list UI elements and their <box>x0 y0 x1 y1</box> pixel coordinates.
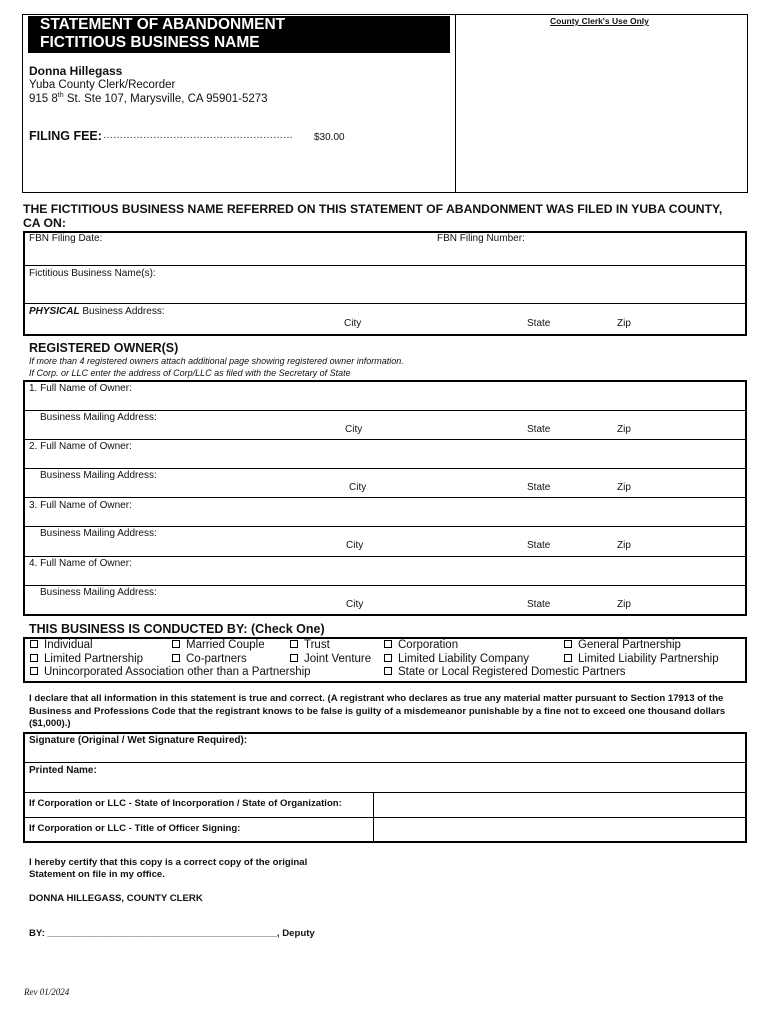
checkbox-co-partners[interactable]: Co-partners <box>172 653 247 665</box>
state-label: State <box>527 599 551 610</box>
checkbox-llc[interactable]: Limited Liability Company <box>384 653 529 665</box>
checkbox-domestic-partners[interactable]: State or Local Registered Domestic Partners <box>384 666 626 678</box>
checkbox-trust[interactable]: Trust <box>290 639 330 651</box>
clerk-name: Donna Hillegass <box>29 64 123 78</box>
filing-heading: THE FICTITIOUS BUSINESS NAME REFERRED ON THIS STATEMENT OF ABANDONMENT WAS FILED IN YUBA COUNTY, CA ON: <box>23 202 723 230</box>
deputy-signature-line[interactable]: BY: ___________________________________________, Deputy <box>29 928 315 939</box>
conducted-heading: THIS BUSINESS IS CONDUCTED BY: (Check One) <box>29 622 325 636</box>
zip-label: Zip <box>617 540 631 551</box>
business-names-field[interactable]: Fictitious Business Name(s): <box>29 268 156 279</box>
owner-3-mailing-field[interactable]: Business Mailing Address: <box>40 528 157 539</box>
owner-divider <box>23 497 747 498</box>
zip-label: Zip <box>617 599 631 610</box>
filing-fee-dots: ………………………………………………… <box>103 130 293 141</box>
header-divider <box>455 14 456 193</box>
owner-2-mailing-field[interactable]: Business Mailing Address: <box>40 470 157 481</box>
owners-note-1: If more than 4 registered owners attach additional page showing registered owner information. <box>29 356 404 366</box>
signature-divider <box>23 792 747 793</box>
signature-column-divider <box>373 792 374 843</box>
filing-row-divider <box>23 265 747 266</box>
owner-divider <box>23 439 747 440</box>
state-label: State <box>527 318 551 329</box>
certify-line-1: I hereby certify that this copy is a correct copy of the original <box>29 857 308 868</box>
city-label: City <box>344 318 362 329</box>
fbn-number-field[interactable]: FBN Filing Number: <box>437 233 525 244</box>
zip-label: Zip <box>617 424 631 435</box>
checkbox-married-couple[interactable]: Married Couple <box>172 639 265 651</box>
owner-divider <box>23 410 747 411</box>
checkbox-limited-partnership[interactable]: Limited Partnership <box>30 653 143 665</box>
checkbox-unincorporated-association[interactable]: Unincorporated Association other than a Partnership <box>30 666 311 678</box>
certify-line-2: Statement on file in my office. <box>29 869 165 880</box>
owner-3-name-field[interactable]: 3. Full Name of Owner: <box>29 500 132 511</box>
fbn-date-field[interactable]: FBN Filing Date: <box>29 233 103 244</box>
revision-date: Rev 01/2024 <box>24 987 70 997</box>
filing-fee-label: FILING FEE: <box>29 129 102 143</box>
physical-address-field[interactable]: PHYSICAL Business Address: <box>29 306 165 317</box>
owners-heading: REGISTERED OWNER(S) <box>29 341 179 355</box>
form-title-line1: STATEMENT OF ABANDONMENT <box>40 16 286 33</box>
state-label: State <box>527 540 551 551</box>
signature-divider <box>23 817 747 818</box>
signature-divider <box>23 762 747 763</box>
form-title-line2: FICTITIOUS BUSINESS NAME <box>40 34 260 51</box>
owner-divider <box>23 526 747 527</box>
city-label: City <box>346 540 364 551</box>
state-of-incorporation-field[interactable]: If Corporation or LLC - State of Incorporation / State of Organization: <box>29 798 342 809</box>
clerk-use-label: County Clerk's Use Only <box>550 16 649 26</box>
checkbox-individual[interactable]: Individual <box>30 639 93 651</box>
owner-4-mailing-field[interactable]: Business Mailing Address: <box>40 587 157 598</box>
clerk-title: Yuba County Clerk/Recorder <box>29 79 176 91</box>
owner-4-name-field[interactable]: 4. Full Name of Owner: <box>29 558 132 569</box>
printed-name-field[interactable]: Printed Name: <box>29 765 97 776</box>
owners-note-2: If Corp. or LLC enter the address of Corp/LLC as filed with the Secretary of State <box>29 368 351 378</box>
zip-label: Zip <box>617 482 631 493</box>
city-label: City <box>345 424 363 435</box>
clerk-address: 915 8th St. Ste 107, Marysville, CA 95901-5273 <box>29 92 268 105</box>
filing-row-divider <box>23 303 747 304</box>
officer-title-field[interactable]: If Corporation or LLC - Title of Officer Signing: <box>29 823 241 834</box>
owner-1-mailing-field[interactable]: Business Mailing Address: <box>40 412 157 423</box>
checkbox-joint-venture[interactable]: Joint Venture <box>290 653 371 665</box>
signature-field[interactable]: Signature (Original / Wet Signature Required): <box>29 735 248 746</box>
owner-divider <box>23 556 747 557</box>
checkbox-llp[interactable]: Limited Liability Partnership <box>564 653 719 665</box>
state-label: State <box>527 424 551 435</box>
owner-1-name-field[interactable]: 1. Full Name of Owner: <box>29 383 132 394</box>
state-label: State <box>527 482 551 493</box>
city-label: City <box>349 482 367 493</box>
checkbox-corporation[interactable]: Corporation <box>384 639 458 651</box>
filing-fee-amount: $30.00 <box>314 132 345 143</box>
filing-box <box>23 231 747 336</box>
checkbox-general-partnership[interactable]: General Partnership <box>564 639 681 651</box>
zip-label: Zip <box>617 318 631 329</box>
declaration-text: I declare that all information in this statement is true and correct. (A registrant who declares as true any material matter pursuant to Section 17913 of the Business and Professions Code that the registrant knows to be false is guilty of a misdemeanor punishable by a fine not to exceed one thousand dollars ($1,000).) <box>29 693 726 729</box>
owner-divider <box>23 585 747 586</box>
city-label: City <box>346 599 364 610</box>
owner-divider <box>23 468 747 469</box>
owner-2-name-field[interactable]: 2. Full Name of Owner: <box>29 441 132 452</box>
clerk-signature-name: DONNA HILLEGASS, COUNTY CLERK <box>29 893 203 904</box>
